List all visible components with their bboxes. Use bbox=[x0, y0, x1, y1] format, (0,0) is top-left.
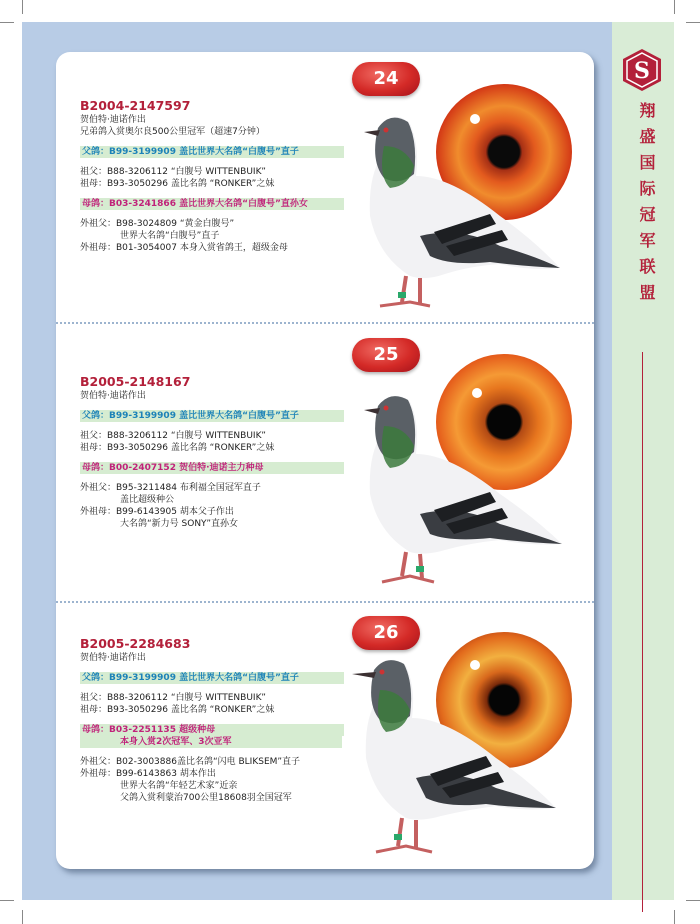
ring-number: B2005-2148167 bbox=[80, 374, 191, 389]
achievement-line: 兄弟鸽入赏奥尔良500公里冠军（超速7分钟） bbox=[80, 127, 265, 137]
pigeon-photo bbox=[350, 106, 565, 321]
grandfather-line: 祖父：B88-3206112 “白腹号 WITTENBUIK” bbox=[80, 431, 266, 441]
entry-details bbox=[80, 98, 344, 254]
maternal-grandmother-line: 外祖母：B99-6143905 胡本父子作出 bbox=[80, 507, 234, 517]
maternal-grandfather-line: 外祖父：B98-3024809 “黄金白腹号” bbox=[80, 219, 235, 229]
grandmother-line: 祖母：B93-3050296 盖比名鸽 “RONKER”之妹 bbox=[80, 443, 275, 453]
brand-logo-icon bbox=[620, 48, 664, 92]
pigeon-photo bbox=[350, 388, 565, 593]
maternal-grandfather-line: 外祖父：B95-3211484 布利福全国冠军直子 bbox=[80, 483, 261, 493]
crop-mark bbox=[22, 0, 23, 14]
entry-details bbox=[80, 636, 344, 804]
entry-details bbox=[80, 374, 344, 530]
ring-number: B2005-2284683 bbox=[80, 636, 191, 651]
father-line: 父鸽：B99-3199909 盖比世界大名鸽“白腹号”直子 bbox=[80, 410, 344, 422]
crop-mark bbox=[686, 22, 700, 23]
breeder-line: 贺伯特·迪诺作出 bbox=[80, 653, 146, 663]
crop-mark bbox=[0, 22, 14, 23]
maternal-grandmother-note: 父鸽入赏利蒙治700公里18608羽全国冠军 bbox=[120, 793, 292, 803]
entry-number-badge: 25 bbox=[352, 338, 420, 372]
father-line: 父鸽：B99-3199909 盖比世界大名鸽“白腹号”直子 bbox=[80, 146, 344, 158]
maternal-grandfather-note: 盖比超级种公 bbox=[120, 495, 175, 505]
mother-line: 母鸽：B00-2407152 贺伯特·迪诺主力种母 bbox=[80, 462, 344, 474]
crop-mark bbox=[674, 910, 675, 924]
crop-mark bbox=[674, 0, 675, 14]
entry-number-badge: 26 bbox=[352, 616, 420, 650]
maternal-grandmother-note: 世界大名鸽“年轻艺术家”近亲 bbox=[120, 781, 238, 791]
ring-number: B2004-2147597 bbox=[80, 98, 191, 113]
crop-mark bbox=[686, 900, 700, 901]
grandfather-line: 祖父：B88-3206112 “白腹号 WITTENBUIK” bbox=[80, 167, 266, 177]
grandfather-line: 祖父：B88-3206112 “白腹号 WITTENBUIK” bbox=[80, 693, 266, 703]
maternal-grandfather-note: 世界大名鸽“白腹号”直子 bbox=[120, 231, 220, 241]
sidebar bbox=[612, 22, 674, 900]
maternal-grandmother-note: 大名鸽“新力号 SONY”直孙女 bbox=[120, 519, 239, 529]
grandmother-line: 祖母：B93-3050296 盖比名鸽 “RONKER”之妹 bbox=[80, 705, 275, 715]
maternal-grandmother-line: 外祖母：B99-6143863 胡本作出 bbox=[80, 769, 216, 779]
mother-achievement-line: 本身入赏2次冠军、3次亚军 bbox=[80, 736, 342, 748]
father-line: 父鸽：B99-3199909 盖比世界大名鸽“白腹号”直子 bbox=[80, 672, 344, 684]
sidebar-title: 翔盛国际冠军联盟 bbox=[637, 102, 656, 310]
mother-line: 母鸽：B03-3241866 盖比世界大名鸽“白腹号”直孙女 bbox=[80, 198, 344, 210]
maternal-grandmother-line: 外祖母：B01-3054007 本身入赏省鸽王，超级金母 bbox=[80, 243, 288, 253]
breeder-line: 贺伯特·迪诺作出 bbox=[80, 115, 146, 125]
breeder-line: 贺伯特·迪诺作出 bbox=[80, 391, 146, 401]
entry-number-badge: 24 bbox=[352, 62, 420, 96]
grandmother-line: 祖母：B93-3050296 盖比名鸽 “RONKER”之妹 bbox=[80, 179, 275, 189]
logo-letter: S bbox=[634, 58, 650, 84]
section-divider bbox=[56, 601, 594, 603]
sidebar-rule bbox=[642, 352, 643, 912]
pigeon-photo bbox=[346, 650, 561, 865]
crop-mark bbox=[22, 910, 23, 924]
mother-line: 母鸽：B03-2251135 超级种母 bbox=[80, 724, 344, 736]
maternal-grandfather-line: 外祖父：B02-3003886盖比名鸽“闪电 BLIKSEM”直子 bbox=[80, 757, 301, 767]
crop-mark bbox=[0, 900, 14, 901]
section-divider bbox=[56, 322, 594, 324]
